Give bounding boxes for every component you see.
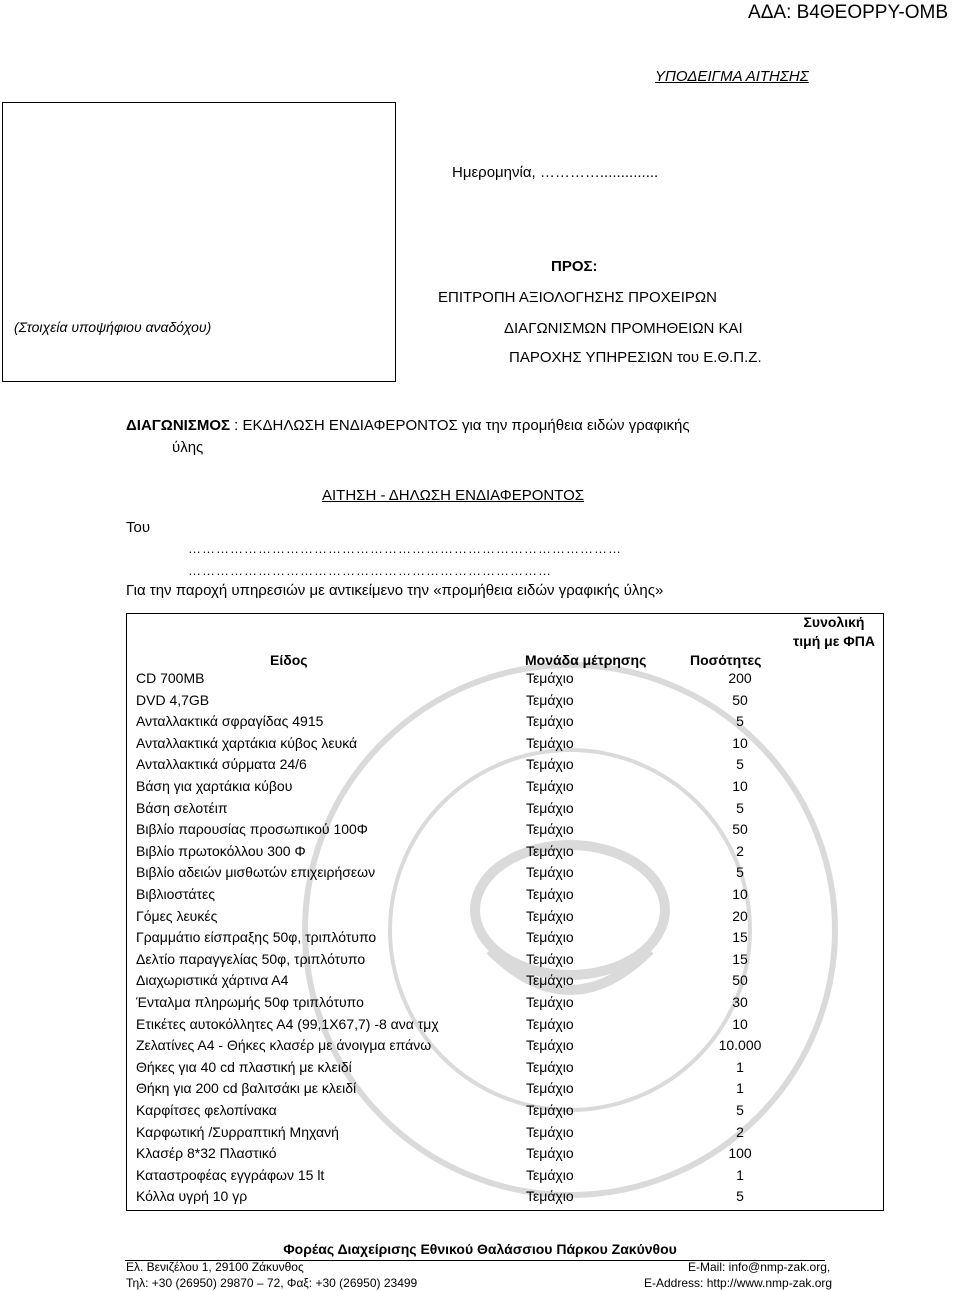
table-row	[0, 908, 960, 930]
contest-label: ΔΙΑΓΩΝΙΣΜΟΣ	[126, 417, 230, 434]
to-label: ΠΡΟΣ:	[551, 258, 598, 275]
sample-title: ΥΠΟΔΕΙΓΜΑ ΑΙΤΗΣΗΣ	[655, 68, 809, 85]
item-name: DVD 4,7GB	[136, 691, 210, 708]
item-unit: Τεμάχιο	[526, 972, 574, 989]
item-quantity: 50	[732, 972, 748, 989]
item-unit: Τεμάχιο	[526, 713, 574, 730]
table-row	[0, 821, 960, 843]
item-name: Καρφίτσες φελοπίνακα	[136, 1102, 277, 1118]
table-row	[0, 692, 960, 714]
recipient-line-3: ΠΑΡΟΧΗΣ ΥΠΗΡΕΣΙΩΝ του Ε.Θ.Π.Ζ.	[509, 349, 762, 366]
table-row	[0, 756, 960, 778]
item-name: Διαχωριστικά χάρτινα Α4	[136, 972, 289, 989]
item-quantity: 5	[736, 713, 744, 730]
column-header-unit: Μονάδα μέτρησης	[525, 652, 647, 668]
item-quantity: 200	[728, 670, 752, 686]
item-quantity: 50	[732, 821, 748, 838]
column-header-total-price: Συνολική τιμή με ΦΠΑ	[793, 614, 875, 649]
table-row	[0, 864, 960, 886]
table-row	[0, 778, 960, 800]
footer-phone: Τηλ: +30 (26950) 29870 – 72, Φαξ: +30 (26950) 23499	[126, 1276, 418, 1290]
item-quantity: 5	[736, 1102, 744, 1118]
service-description: Για την παροχή υπηρεσιών με αντικείμενο την «προμήθεια ειδών γραφικής ύλης»	[126, 582, 664, 599]
item-name: Βιβλιοστάτες	[136, 886, 215, 902]
table-row	[0, 1059, 960, 1081]
item-name: Καρφωτική /Συρραπτική Μηχανή	[136, 1123, 339, 1140]
item-name: Ανταλλακτικά σύρματα 24/6	[136, 756, 307, 773]
contest-statement	[126, 415, 846, 459]
item-unit: Τεμάχιο	[526, 1166, 574, 1183]
footer-website: E-Address: http://www.nmp-zak.org	[644, 1276, 833, 1290]
item-name: Δελτίο παραγγελίας 50φ, τριπλότυπο	[136, 950, 366, 967]
table-row	[0, 951, 960, 973]
contest-text-continued: ύλης	[172, 439, 204, 456]
item-name: Θήκη για 200 cd βαλιτσάκι με κλειδί	[136, 1080, 357, 1097]
recipient-line-2: ΔΙΑΓΩΝΙΣΜΩΝ ΠΡΟΜΗΘΕΙΩΝ ΚΑΙ	[504, 320, 743, 337]
date-line: Ημερομηνία, …………..............	[452, 164, 659, 181]
item-quantity: 10.000	[718, 1037, 762, 1054]
item-name: Ένταλμα πληρωμής 50φ τριπλότυπο	[136, 994, 364, 1010]
footer-email: E-Mail: info@nmp-zak.org,	[688, 1260, 831, 1274]
table-row	[0, 1016, 960, 1038]
item-unit: Τεμάχιο	[526, 756, 574, 773]
table-row	[0, 1167, 960, 1189]
table-row	[0, 1102, 960, 1124]
item-unit: Τεμάχιο	[526, 950, 574, 967]
item-quantity: 20	[732, 907, 748, 924]
item-quantity: 5	[736, 864, 744, 881]
table-row	[0, 929, 960, 951]
table-row	[0, 1037, 960, 1059]
item-quantity: 50	[732, 691, 748, 708]
item-unit: Τεμάχιο	[526, 1058, 574, 1075]
item-name: Ανταλλακτικά σφραγίδας 4915	[136, 713, 324, 730]
item-quantity: 1	[736, 1080, 744, 1097]
item-quantity: 100	[728, 1145, 752, 1162]
item-unit: Τεμάχιο	[526, 821, 574, 838]
applicant-box	[2, 102, 396, 382]
table-row	[0, 1124, 960, 1146]
item-unit: Τεμάχιο	[526, 1145, 574, 1162]
item-name: Βιβλίο πρωτοκόλλου 300 Φ	[136, 842, 306, 859]
item-quantity: 10	[732, 886, 748, 902]
item-name: CD 700MB	[136, 670, 205, 686]
table-row	[0, 1145, 960, 1167]
item-name: Βάση σελοτέιπ	[136, 799, 228, 816]
table-row	[0, 1080, 960, 1102]
item-unit: Τεμάχιο	[526, 799, 574, 816]
item-name: Ετικέτες αυτοκόλλητες Α4 (99,1Χ67,7) -8 ανα τμχ	[136, 1015, 439, 1032]
fill-in-line-2: ……………………………………………………………………	[188, 563, 552, 578]
contest-text: : ΕΚΔΗΛΩΣΗ ΕΝΔΙΑΦΕΡΟΝΤΟΣ για την προμήθεια ειδών γραφικής	[230, 417, 690, 434]
table-row	[0, 1188, 960, 1210]
table-row	[0, 800, 960, 822]
item-quantity: 5	[736, 799, 744, 816]
item-unit: Τεμάχιο	[526, 1188, 574, 1205]
applicant-prefix: Του	[126, 519, 151, 536]
item-name: Κόλλα υγρή 10 γρ	[136, 1188, 248, 1205]
item-name: Βιβλίο αδειών μισθωτών επιχειρήσεων	[136, 864, 376, 881]
item-unit: Τεμάχιο	[526, 1015, 574, 1032]
item-name: Βιβλίο παρουσίας προσωπικού 100Φ	[136, 821, 368, 838]
item-unit: Τεμάχιο	[526, 1102, 574, 1118]
item-unit: Τεμάχιο	[526, 842, 574, 859]
item-unit: Τεμάχιο	[526, 734, 574, 751]
item-name: Θήκες για 40 cd πλαστική με κλειδί	[136, 1058, 352, 1075]
table-row	[0, 735, 960, 757]
footer-title: Φορέας Διαχείρισης Εθνικού Θαλάσσιου Πάρκου Ζακύνθου	[283, 1241, 677, 1257]
item-quantity: 2	[736, 1123, 744, 1140]
table-row	[0, 886, 960, 908]
item-quantity: 10	[732, 1015, 748, 1032]
item-name: Ζελατίνες Α4 - Θήκες κλασέρ με άνοιγμα επάνω	[136, 1037, 432, 1054]
item-name: Γόμες λευκές	[136, 907, 218, 924]
item-unit: Τεμάχιο	[526, 994, 574, 1010]
item-unit: Τεμάχιο	[526, 670, 574, 686]
item-unit: Τεμάχιο	[526, 778, 574, 794]
item-unit: Τεμάχιο	[526, 886, 574, 902]
table-row	[0, 843, 960, 865]
column-header-item: Είδος	[270, 652, 308, 668]
document-heading: ΑΙΤΗΣΗ - ΔΗΛΩΣΗ ΕΝΔΙΑΦΕΡΟΝΤΟΣ	[322, 487, 585, 504]
item-unit: Τεμάχιο	[526, 1037, 574, 1054]
item-quantity: 15	[732, 929, 748, 946]
item-unit: Τεμάχιο	[526, 907, 574, 924]
item-name: Γραμμάτιο είσπραξης 50φ, τριπλότυπο	[136, 929, 377, 946]
recipient-line-1: ΕΠΙΤΡΟΠΗ ΑΞΙΟΛΟΓΗΣΗΣ ΠΡΟΧΕΙΡΩΝ	[438, 289, 717, 306]
item-quantity: 1	[736, 1166, 744, 1183]
fill-in-line-1: …………………………………………………………………………………	[188, 541, 622, 556]
table-row	[0, 670, 960, 692]
table-row	[0, 994, 960, 1016]
applicant-label: (Στοιχεία υποψήφιου αναδόχου)	[14, 319, 212, 335]
item-unit: Τεμάχιο	[526, 691, 574, 708]
ada-code: ΑΔΑ: Β4ΘΕΟΡΡΥ-ΟΜΒ	[748, 2, 948, 23]
item-name: Κλασέρ 8*32 Πλαστικό	[136, 1145, 277, 1162]
column-header-quantity: Ποσότητες	[690, 652, 762, 668]
table-row	[0, 713, 960, 735]
item-name: Ανταλλακτικά χαρτάκια κύβος λευκά	[136, 734, 358, 751]
item-unit: Τεμάχιο	[526, 1080, 574, 1097]
item-quantity: 2	[736, 842, 744, 859]
item-quantity: 1	[736, 1058, 744, 1075]
item-unit: Τεμάχιο	[526, 864, 574, 881]
item-quantity: 5	[736, 1188, 744, 1205]
item-quantity: 10	[732, 734, 748, 751]
item-quantity: 10	[732, 778, 748, 794]
footer-address: Ελ. Βενιζέλου 1, 29100 Ζάκυνθος	[126, 1260, 304, 1274]
item-quantity: 15	[732, 950, 748, 967]
table-row	[0, 972, 960, 994]
item-quantity: 5	[736, 756, 744, 773]
item-unit: Τεμάχιο	[526, 929, 574, 946]
item-unit: Τεμάχιο	[526, 1123, 574, 1140]
item-name: Βάση για χαρτάκια κύβου	[136, 778, 293, 794]
item-quantity: 30	[732, 994, 748, 1010]
item-name: Καταστροφέας εγγράφων 15 lt	[136, 1166, 325, 1183]
